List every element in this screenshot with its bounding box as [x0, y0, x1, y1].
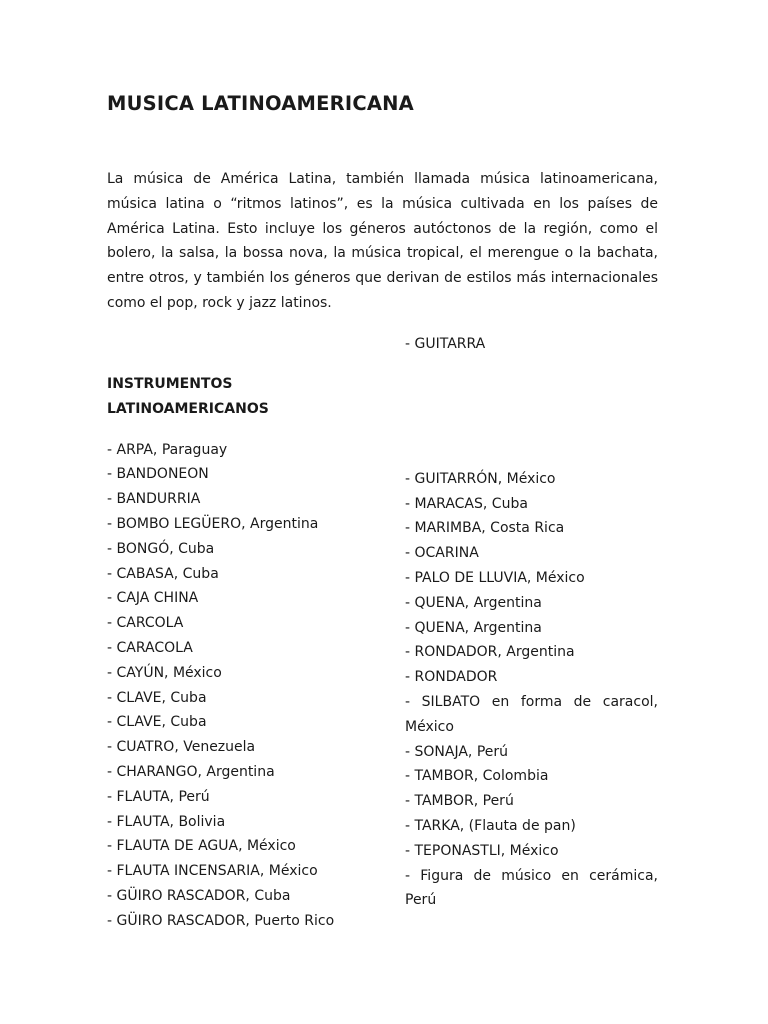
list-item: - GUITARRA: [405, 336, 486, 352]
list-item: - FLAUTA, Perú: [107, 788, 210, 805]
list-item: - FLAUTA DE AGUA, México: [107, 838, 296, 855]
list-item: - CUATRO, Venezuela: [107, 739, 256, 756]
instruments-heading: INSTRUMENTOS LATINOAMERICANOS: [107, 376, 269, 417]
intro-paragraph: La música de América Latina, también llamada música latinoamericana, música latina o “ritmos latinos”, es la música cultivada en los países de América Latina. Esto incluye los géneros autóctonos de la región, como el bolero, la salsa, la bossa nova, la música tropical, el merengue o la bachata, entre otros, y también los géneros que derivan de estilos más internacionales como el pop, rock y jazz latinos.: [107, 171, 658, 311]
list-item: - GUITARRÓN, México: [405, 470, 556, 487]
list-item: - GÜIRO RASCADOR, Puerto Rico: [107, 912, 335, 929]
list-item: - BOMBO LEGÜERO, Argentina: [107, 515, 319, 532]
list-item: - CLAVE, Cuba: [107, 714, 207, 731]
list-item: - FLAUTA INCENSARIA, México: [107, 863, 318, 880]
right-column: [405, 332, 658, 913]
list-item: - CAYÚN, México: [107, 664, 222, 681]
list-item: - CLAVE, Cuba: [107, 689, 207, 706]
list-item: - CAJA CHINA: [107, 590, 199, 607]
list-item: - FLAUTA, Bolivia: [107, 813, 226, 830]
list-item: - BONGÓ, Cuba: [107, 540, 215, 557]
list-item: - RONDADOR: [405, 669, 498, 686]
list-item: - ARPA, Paraguay: [107, 441, 228, 458]
list-item: - QUENA, Argentina: [405, 594, 542, 611]
list-item: - TAMBOR, Perú: [405, 793, 514, 810]
right-instrument-list: [405, 467, 658, 913]
list-item: - PALO DE LLUVIA, México: [405, 569, 585, 586]
list-item: - SONAJA, Perú: [405, 743, 509, 760]
list-item: - MARACAS, Cuba: [405, 495, 528, 512]
left-instrument-list: [107, 438, 347, 934]
list-item: - QUENA, Argentina: [405, 619, 542, 636]
list-item: - SILBATO en forma de caracol, México: [405, 693, 658, 735]
list-item: - OCARINA: [405, 545, 479, 562]
list-item: - Figura de músico en cerámica, Perú: [405, 867, 658, 909]
list-item: - BANDURRIA: [107, 491, 201, 508]
list-item: - CARCOLA: [107, 615, 184, 632]
list-item: - CABASA, Cuba: [107, 565, 219, 582]
list-item: - TAMBOR, Colombia: [405, 768, 549, 785]
list-item: - BANDONEON: [107, 466, 209, 483]
right-top-list: [405, 332, 658, 357]
list-item: - MARIMBA, Costa Rica: [405, 520, 565, 537]
list-item: - TARKA, (Flauta de pan): [405, 817, 576, 834]
list-item: - CHARANGO, Argentina: [107, 763, 275, 780]
left-column: [107, 372, 347, 934]
page-title: MUSICA LATINOAMERICANA: [107, 92, 414, 115]
list-item: - GÜIRO RASCADOR, Cuba: [107, 887, 291, 904]
list-item: - CARACOLA: [107, 639, 193, 656]
list-item: - RONDADOR, Argentina: [405, 644, 575, 661]
list-item: - TEPONASTLI, México: [405, 842, 559, 859]
